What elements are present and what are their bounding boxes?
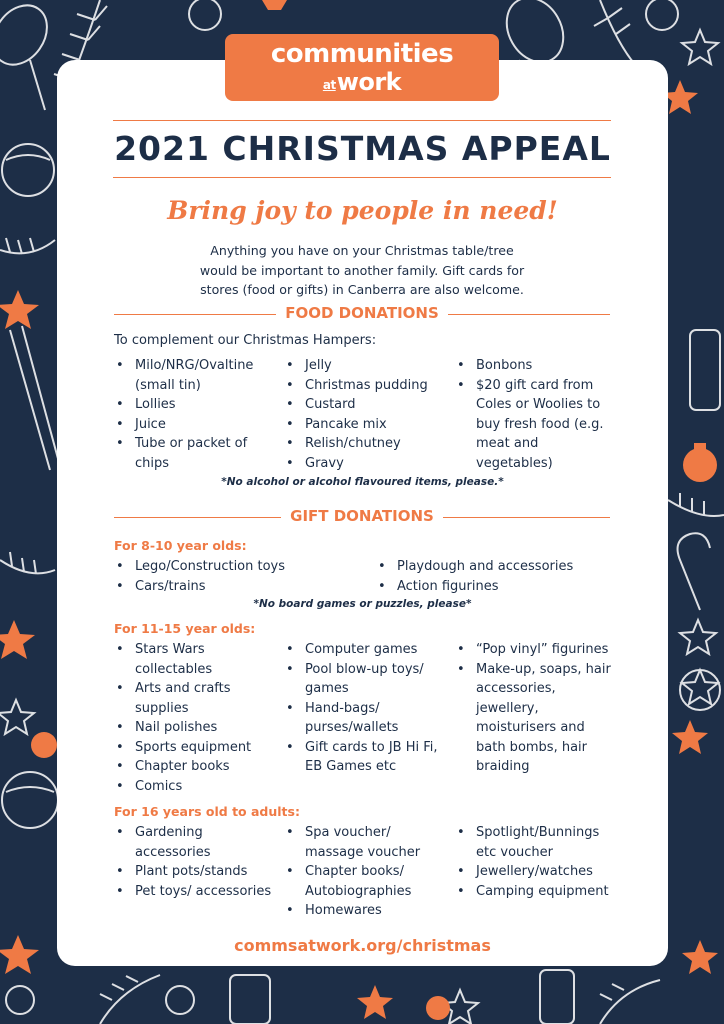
list-item: • Comics	[114, 777, 276, 797]
list-item: • Arts and crafts supplies	[114, 679, 276, 718]
food-heading-label: FOOD DONATIONS	[276, 304, 448, 322]
age-group-label: For 8-10 year olds:	[114, 538, 247, 553]
list-item: • $20 gift card from Coles or Woolies to buy fresh food (e.g. meat and vegetables)	[455, 376, 605, 474]
list-item: • Make-up, soaps, hair accessories, jewellery, moisturisers and bath bombs, hair braiding	[455, 660, 615, 777]
gift-16-adult-col2	[284, 823, 449, 921]
list-item: • Custard	[284, 395, 454, 415]
list-item: • Plant pots/stands	[114, 862, 276, 882]
logo-work-text: work	[336, 68, 402, 96]
list-item: • Pet toys/ accessories	[114, 882, 276, 902]
list-item: • Lego/Construction toys	[114, 557, 364, 577]
list-item: • Computer games	[284, 640, 449, 660]
logo-main-text: communities	[270, 39, 454, 69]
food-note: *No alcohol or alcohol flavoured items, please.*	[221, 476, 504, 488]
food-donations-heading	[114, 303, 610, 325]
intro-line: stores (food or gifts) in Canberra are also welcome.	[200, 282, 524, 297]
list-item: • Chapter books/ Autobiographies	[284, 862, 449, 901]
list-item: • Relish/chutney	[284, 434, 454, 454]
list-item: • Stars Wars collectables	[114, 640, 276, 679]
age-group-label: For 11-15 year olds:	[114, 621, 256, 636]
logo-sub-text	[225, 68, 499, 96]
title-top-rule	[113, 120, 611, 121]
communities-at-work-logo	[225, 34, 499, 101]
list-item: • Lollies	[114, 395, 276, 415]
list-item: • Chapter books	[114, 757, 276, 777]
gift-donations-heading	[114, 506, 610, 528]
list-item: • Playdough and accessories	[376, 557, 606, 577]
intro-line: Anything you have on your Christmas table/tree	[210, 243, 514, 258]
list-item: • Gift cards to JB Hi Fi, EB Games etc	[284, 738, 449, 777]
list-item: • Christmas pudding	[284, 376, 454, 396]
list-item: • Gardening accessories	[114, 823, 276, 862]
list-item: • Pancake mix	[284, 415, 454, 435]
list-item: • Bonbons	[455, 356, 605, 376]
intro-text	[150, 241, 574, 300]
list-item: • Homewares	[284, 901, 449, 921]
list-item: • Tube or packet of chips	[114, 434, 276, 473]
gift-heading-label: GIFT DONATIONS	[281, 507, 443, 525]
list-item: • Jewellery/watches	[455, 862, 615, 882]
tagline: Bring joy to people in need!	[167, 196, 558, 225]
list-item: • Sports equipment	[114, 738, 276, 758]
list-item: • Spotlight/Bunnings etc voucher	[455, 823, 615, 862]
list-item: • Nail polishes	[114, 718, 276, 738]
gift-16-adult-col1	[114, 823, 276, 901]
list-item: • Cars/trains	[114, 577, 364, 597]
list-item: • Spa voucher/ massage voucher	[284, 823, 449, 862]
age-group-label: For 16 years old to adults:	[114, 804, 300, 819]
list-item: • Milo/NRG/Ovaltine (small tin)	[114, 356, 276, 395]
food-lead-text: To complement our Christmas Hampers:	[114, 333, 377, 348]
list-item: • Camping equipment	[455, 882, 615, 902]
title-bottom-rule	[113, 177, 611, 178]
list-item: • Pool blow-up toys/ games	[284, 660, 449, 699]
gift-11-15-col1	[114, 640, 276, 796]
gift-11-15-col2	[284, 640, 449, 777]
list-item: • Action figurines	[376, 577, 606, 597]
food-list-col2	[284, 356, 454, 473]
list-item: • Juice	[114, 415, 276, 435]
list-item: • Hand-bags/ purses/wallets	[284, 699, 449, 738]
gift-8-10-col1	[114, 557, 364, 596]
gift-8-10-col2	[376, 557, 606, 596]
website-link[interactable]: commsatwork.org/christmas	[234, 936, 491, 955]
list-item: • “Pop vinyl” figurines	[455, 640, 615, 660]
gift-11-15-col3	[455, 640, 615, 777]
gift-16-adult-col3	[455, 823, 615, 901]
list-item: • Jelly	[284, 356, 454, 376]
intro-line: would be important to another family. Gift cards for	[199, 262, 525, 278]
food-list-col3	[455, 356, 605, 473]
gift-8-10-note: *No board games or puzzles, please*	[253, 598, 472, 610]
list-item: • Gravy	[284, 454, 454, 474]
logo-at-text: at	[322, 78, 336, 92]
food-list-col1	[114, 356, 276, 473]
page-title: 2021 CHRISTMAS APPEAL	[114, 129, 611, 168]
